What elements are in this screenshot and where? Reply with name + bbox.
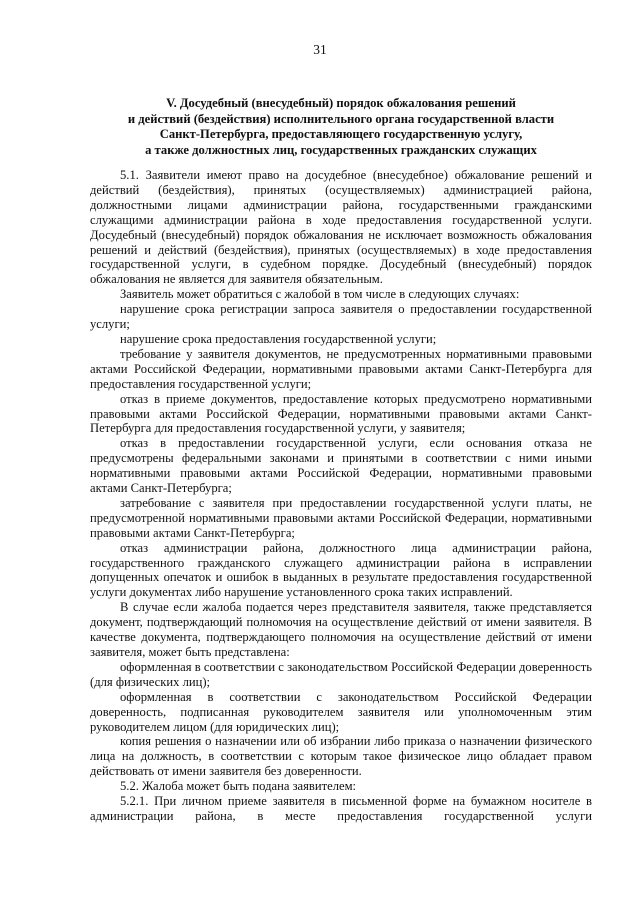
section-heading [90,96,592,158]
paragraph-case-correction-refusal: отказ администрации района, должностного лица администрации района, государственного гражданского служащего администрации района в исправлении допущенных опечаток и ошибок в выданных в результате предоставления государственной услуги документах либо нарушение установленного срока таких исправлений. [90,540,592,600]
paragraph-case-registration-deadline: нарушение срока регистрации запроса заявителя о предоставлении государственной услуги; [90,302,592,332]
paragraph-case-service-deadline: нарушение срока предоставления государственной услуги; [120,331,437,346]
paragraph-appointment-order: копия решения о назначении или об избрании либо приказа о назначении физического лица на должность, в соответствии с которым такое физическое лицо обладает правом действовать от имени заявителя без доверенности. [90,734,592,779]
section-heading-line: и действий (бездействия) исполнительного органа государственной власти [127,111,555,126]
section-heading-line: а также должностных лиц, государственных гражданских служащих [145,142,537,157]
paragraph-5-2-1: 5.2.1. При личном приеме заявителя в письменной форме на бумажном носителе в администрации района, в месте предоставления государственной услуги [90,794,592,823]
page-number: 31 [313,42,327,57]
paragraph-case-extra-documents: требование у заявителя документов, не предусмотренных нормативными правовыми актами Российской Федерации, нормативными правовыми актами Санкт-Петербурга для предоставления государственной услуги; [90,346,592,391]
document-body [90,168,592,824]
paragraph-case-document-refusal: отказ в приеме документов, предоставление которых предусмотрено нормативными правовыми актами Российской Федерации, нормативными правовыми актами Санкт-Петербурга для предоставления государственной услуги, у заявителя; [90,391,592,436]
paragraph-power-of-attorney-individuals: оформленная в соответствии с законодательством Российской Федерации доверенность (для физических лиц); [90,659,592,689]
paragraph-5-1: 5.1. Заявители имеют право на досудебное (внесудебное) обжалование решений и действий (бездействия), принятых (осуществляемых) администрацией района, должностными лицами администрации района, государственными гражданскими служащими администрации района в ходе предоставления государственной услуги. Досудебный (внесудебный) порядок обжалования не исключает возможность обжалования решений и действий (бездействия), принятых (осуществляемых) в ходе предоставления государственной услуги, в судебном порядке. Досудебный (внесудебный) порядок обжалования не является для заявителя обязательным. [90,168,592,287]
paragraph-case-service-refusal: отказ в предоставлении государственной услуги, если основания отказа не предусмотрены федеральными законами и принятыми в соответствии с ними иными нормативными правовыми актами Российской Федерации, нормативными правовыми актами Санкт-Петербурга; [90,436,592,496]
section-heading-line: V. Досудебный (внесудебный) порядок обжалования решений [166,96,516,110]
section-heading-line: Санкт-Петербурга, предоставляющего государственную услугу, [159,127,523,142]
paragraph-case-fee-demand: затребование с заявителя при предоставлении государственной услуги платы, не предусмотренной нормативными правовыми актами Российской Федерации, нормативными правовыми актами Санкт-Петербурга; [90,495,592,540]
paragraph-5-2: 5.2. Жалоба может быть подана заявителем: [120,779,357,794]
paragraph-power-of-attorney-legal-entities: оформленная в соответствии с законодательством Российской Федерации доверенность, подписанная руководителем заявителя или уполномоченным этим руководителем лицом (для юридических лиц); [90,689,592,734]
paragraph-complaint-cases-intro: Заявитель может обратиться с жалобой в том числе в следующих случаях: [120,287,520,302]
paragraph-representative: В случае если жалоба подается через представителя заявителя, также представляется документ, подтверждающий полномочия на осуществление действий от имени заявителя. В качестве документа, подтверждающего полномочия на осуществление действий от имени заявителя, может быть представлена: [90,600,592,659]
